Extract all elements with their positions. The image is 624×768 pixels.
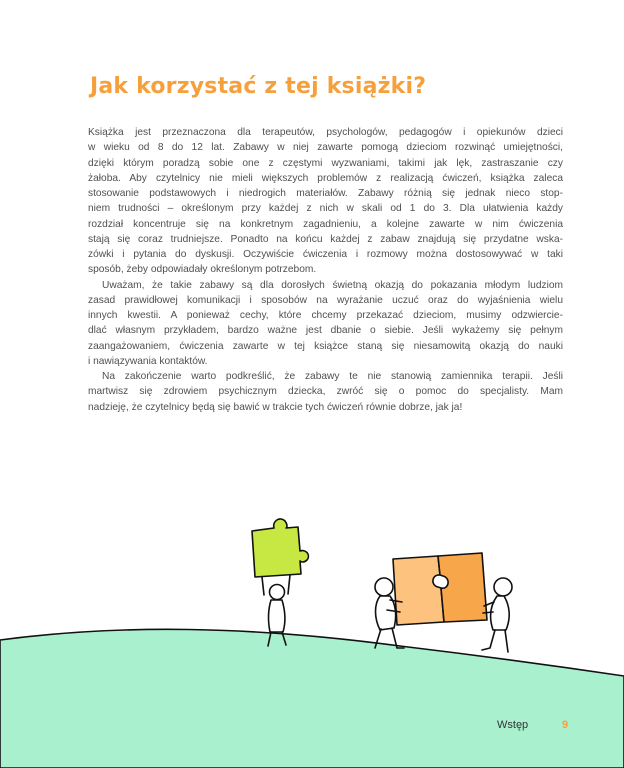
figure-with-green-puzzle bbox=[252, 519, 308, 646]
text-line: zaangażowaniem, ćwiczenia zawarte w tej książce staną się niesamowitą okazją do nauki bbox=[88, 340, 563, 352]
body-text bbox=[88, 125, 563, 415]
text-line: w wieku od 8 do 12 lat. Zabawy w niej zawarte pomogą dzieciom rozwinąć umiejętności, bbox=[88, 142, 563, 154]
text-line: Książka jest przeznaczona dla terapeutów, psychologów, pedagogów i opiekunów dzieci bbox=[88, 127, 563, 138]
orange-puzzle-piece-icon bbox=[438, 553, 487, 622]
text-line: stają się coraz trudniejsze. Ponadto na końcu każdej z zabaw znajdują się przydatne wska- bbox=[88, 233, 563, 245]
puzzle-illustration bbox=[0, 500, 624, 768]
text-line: żałoba. Aby czytelnicy nie mieli większych problemów z realizacją ćwiczeń, książka zaleca bbox=[88, 172, 563, 184]
text-line: sposób, żeby odpowiadały określonym potrzebom. bbox=[88, 264, 317, 276]
text-line: zasad prawidłowej komunikacji i sposobów na wyrażanie uczuć oraz do wyjaśnienia wielu bbox=[88, 294, 563, 306]
text-line: rozdział koncentruje się na konkretnym zagadnieniu, a kolejne zawarte w nim ćwiczenia bbox=[88, 218, 563, 230]
paragraph-2 bbox=[88, 278, 563, 370]
figure-head bbox=[375, 578, 393, 596]
page-title: Jak korzystać z tej książki? bbox=[90, 74, 427, 99]
text-line: i nawiązywania kontaktów. bbox=[88, 355, 208, 367]
text-line: dzięki którym poradzą sobie one z częstymi wyzwaniami, takimi jak lęk, zastraszanie czy bbox=[88, 157, 563, 169]
text-line: Na zakończenie warto podkreślić, że zabawy te nie stanowią zamiennika terapii. Jeśli bbox=[102, 371, 563, 382]
figures-with-orange-puzzle bbox=[375, 553, 512, 652]
text-line: dlać własnym przykładem, bardzo ważne jest dbanie o siebie. Jeśli wykażemy się pełnym bbox=[88, 325, 563, 337]
orange-puzzle-piece-icon bbox=[393, 556, 444, 625]
text-line: martwisz się zdrowiem psychicznym dziecka, zwróć się o pomoc do specjalisty. Mam bbox=[88, 386, 563, 398]
text-line: zówki i pytania do dyskusji. Oczywiście ćwiczenia i rozmowy można dostosowywać w taki bbox=[88, 249, 563, 260]
text-line: Uważam, że takie zabawy są dla dorosłych świetną okazją do pokazania młodym ludziom bbox=[102, 279, 563, 291]
figure-head bbox=[270, 585, 285, 600]
ground-hill bbox=[0, 629, 624, 768]
footer-section-label: Wstęp bbox=[497, 719, 529, 731]
text-line: nadzieję, że czytelnicy będą się bawić w trakcie tych ćwiczeń równie dobrze, jak ja! bbox=[88, 401, 463, 413]
text-line: stosowanie podstawowych i niedrogich materiałów. Zabawy różnią się jednak nieco stop- bbox=[88, 188, 563, 199]
page-number: 9 bbox=[562, 719, 569, 731]
text-line: niem trudności – określonym przy każdej z nich w skali od 1 do 3. Dla ułatwienia każdy bbox=[88, 203, 563, 215]
figure-head bbox=[494, 578, 512, 596]
paragraph-1 bbox=[88, 125, 563, 278]
text-line: innych kwestii. A ponieważ cechy, które chcemy przekazać dzieciom, musimy odzwiercie- bbox=[88, 310, 563, 321]
green-puzzle-piece-icon bbox=[252, 519, 308, 577]
paragraph-3 bbox=[88, 369, 563, 415]
